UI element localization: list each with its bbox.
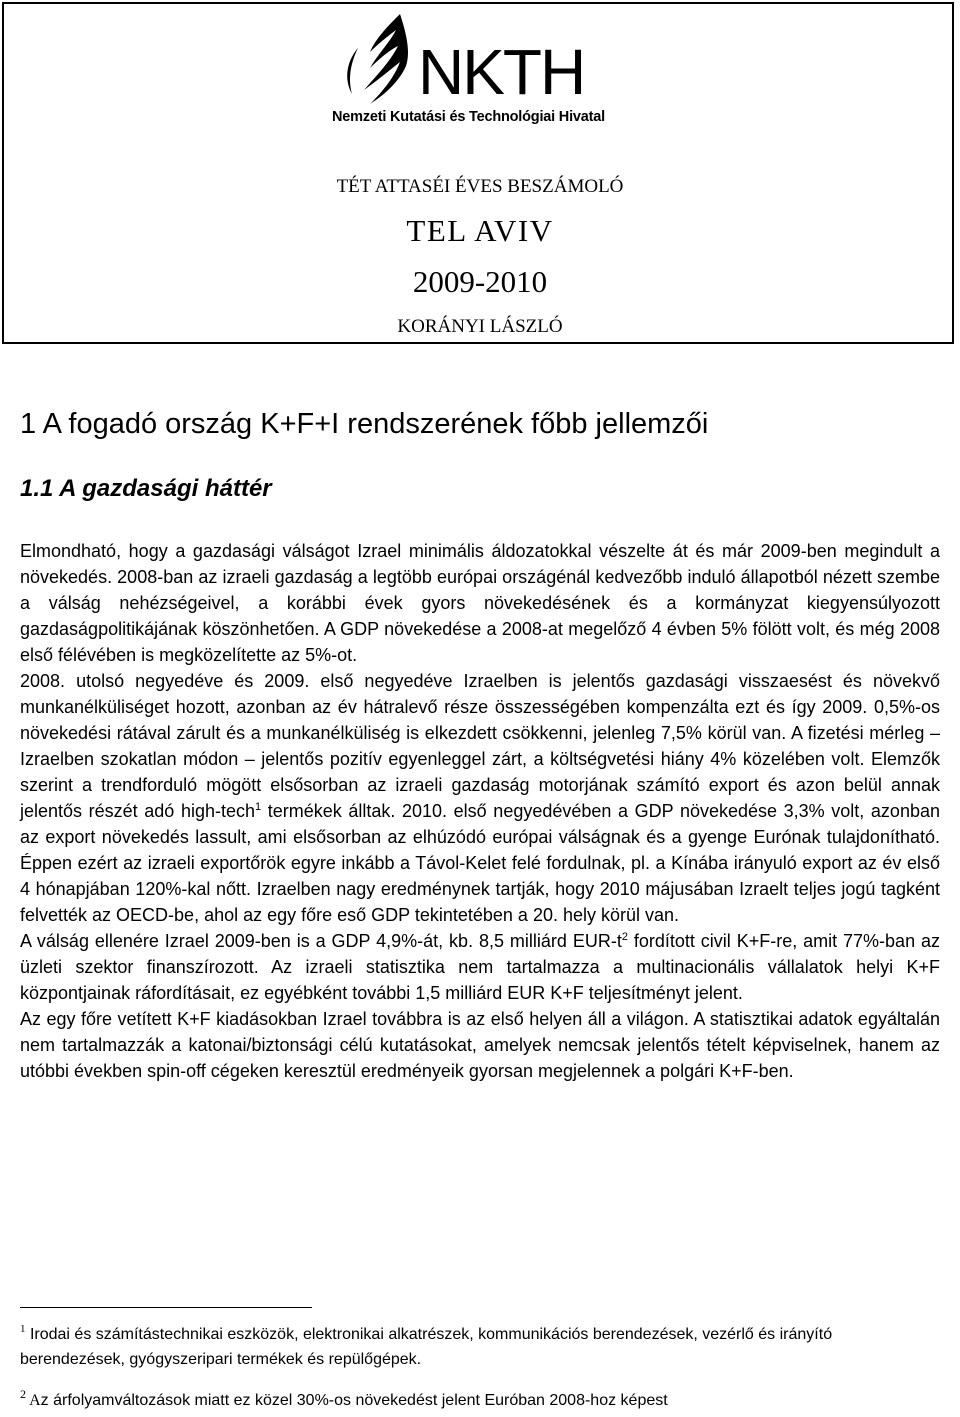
paragraph-2-text-a: 2008. utolsó negyedéve és 2009. első negyedéve Izraelben is jelentős gazdasági visszaesést és növekvő munkanélküliséget hozott, azonban az év hátralevő része összességében kompenzálta ezt és így 2009. 0,5%-os növekedési rátával zárult és a munkanélküliség is elkezdett csökkenni, jelenleg 7,5% körül van. A fizetési mérleg – Izraelben szokatlan módon – jelentős pozitív egyenleggel zárt, a költségvetési hiány 4% közelében volt. Elemzők szerint a trendforduló mögött elsősorban az izraeli gazdaság motorjának számító export és azon belül annak jelentős részét adó high-tech [20, 671, 940, 821]
paragraph-1 [20, 538, 940, 668]
footnote-2 [20, 1388, 940, 1413]
paragraph-3-text-a: A válság ellenére Izrael 2009-ben is a GDP 4,9%-át, kb. 8,5 milliárd EUR-t [20, 931, 622, 951]
paragraph-1-text: Elmondható, hogy a gazdasági válságot Izrael minimális áldozatokkal vészelte át és már 2009-ben megindult a növekedés. 2008-ban az izraeli gazdaság a legtöbb európai országénál kedvezőbb induló állapotból nézett szembe a válság nehézségeivel, a korábbi évek gyors növekedésének és a kormányzat kiegyensúlyozott gazdaságpolitikájának köszönhetően. A GDP növekedése a 2008-at megelőző 4 évben 5% fölött volt, és még 2008 első félévében is megközelítette az 5%-ot. [20, 541, 940, 665]
paragraph-4 [20, 1006, 940, 1084]
footnote-ref-1: 1 [255, 801, 262, 813]
footnote-separator [20, 1307, 312, 1308]
logo-acronym: NKTH [418, 36, 585, 108]
footnote-1 [20, 1322, 940, 1372]
footnote-ref-2: 2 [621, 931, 628, 943]
paragraph-2 [20, 668, 940, 928]
paragraph-3 [20, 928, 940, 1006]
footnote-2-lead: A [26, 1392, 41, 1409]
subsection-heading: 1.1 A gazdasági háttér [20, 475, 272, 502]
report-city: TEL AVIV [406, 213, 554, 248]
report-period: 2009-2010 [412, 264, 548, 299]
footnote-2-mark: 2 [20, 1387, 26, 1401]
paragraph-2-text-b: termékek álltak. 2010. első negyedévében a GDP növekedése 3,3% volt, azonban az export növekedés lassult, ami elsősorban az elhúzódó európai válságnak és a gyenge Eurónak tulajdonítható. Éppen ezért az izraeli exportőrök egyre inkább a Távol-Kelet felé fordulnak, pl. a Kínába irányuló export az év első 4 hónapjában 120%-kal nőtt. Izraelben nagy eredménynek tartják, hogy 2010 májusában Izraelt teljes jogú tagként felvették az OECD-be, ahol az egy főre eső GDP tekintetében a 20. hely körül van. [20, 801, 940, 925]
footnote-1-text: Irodai és számítástechnikai eszközök, elektronikai alkatrészek, kommunikációs berendezések, vezérlő és irányító berendezések, gyógyszeripari termékek és repülőgépek. [20, 1326, 833, 1368]
report-title: TÉT ATTASÉI ÉVES BESZÁMOLÓ [336, 176, 624, 197]
body-text [20, 538, 940, 1084]
paragraph-3-text-b: fordított civil K+F-re, amit 77%-ban az üzleti szektor finanszírozott. Az izraeli statisztika nem tartalmazza a multinacionális vállalatok helyi K+F központjainak ráfordításait, ez egyébként további 1,5 milliárd EUR K+F teljesítményt jelent. [20, 931, 941, 1003]
logo-swoosh-icon [347, 14, 408, 104]
footnote-1-mark: 1 [20, 1323, 26, 1335]
section-heading: 1 A fogadó ország K+F+I rendszerének főbb jellemzői [20, 408, 709, 440]
paragraph-4-text: Az egy főre vetített K+F kiadásokban Izrael továbbra is az első helyen áll a világon. A statisztikai adatok egyáltalán nem tartalmazzák a katonai/biztonsági célú kutatásokat, amelyek nemcsak jelentős tételt képviselnek, hanem az utóbbi években spin-off cégeken keresztül eredményeik gyorsan megjelennek a polgári K+F-ben. [20, 1009, 940, 1081]
report-author: KORÁNYI LÁSZLÓ [397, 316, 563, 337]
footnote-2-text: z árfolyamváltozások miatt ez közel 30%-os növekedést jelent Euróban 2008-hoz képest [40, 1392, 668, 1409]
logo-org-name: Nemzeti Kutatási és Technológiai Hivatal [332, 109, 605, 125]
